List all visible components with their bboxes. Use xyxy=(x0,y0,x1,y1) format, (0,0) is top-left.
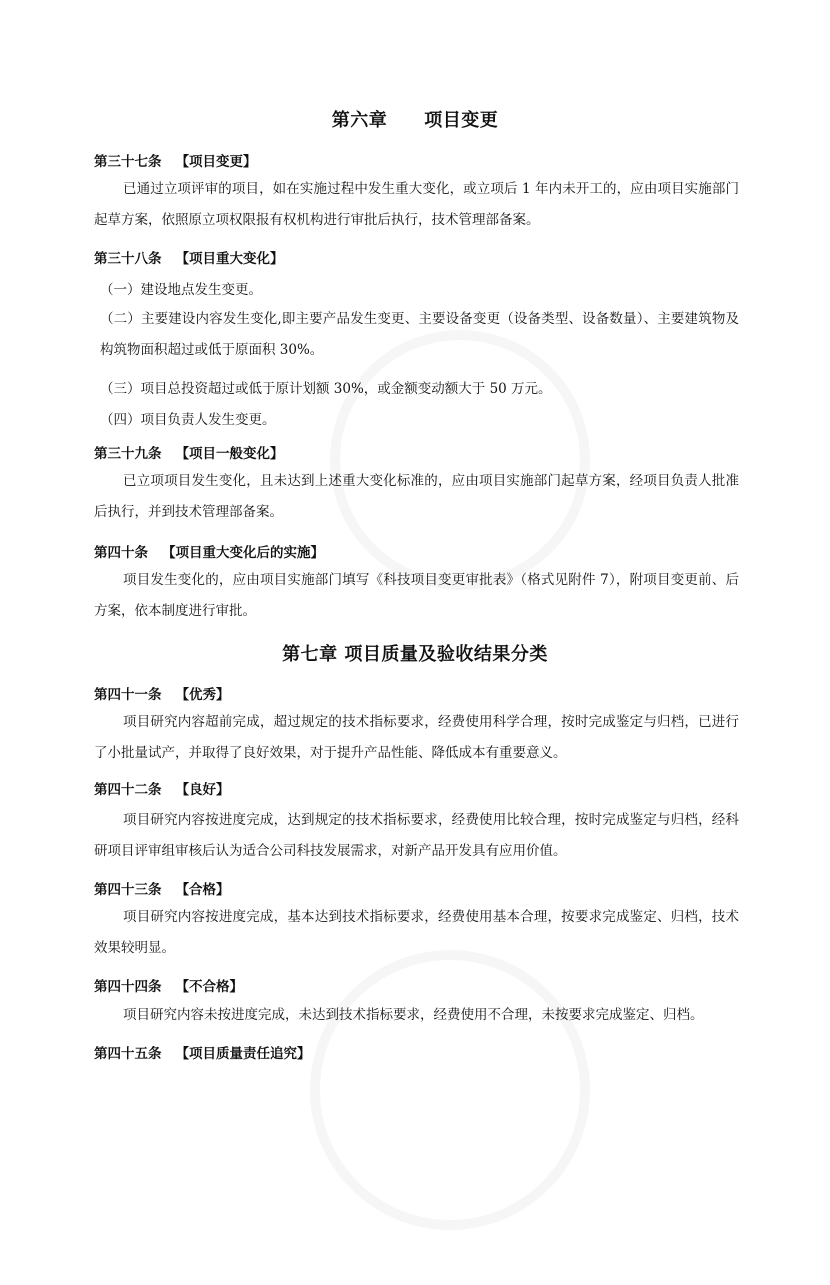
list-item: （二）主要建设内容发生变化,即主要产品发生变更、主要设备变更（设备类型、设备数量）、主要建筑物及构筑物面积超过或低于原面积 30%。 xyxy=(100,311,739,358)
article-heading xyxy=(94,1042,311,1062)
article-number: 第四十条 xyxy=(94,545,148,561)
article-number: 第三十七条 xyxy=(94,154,162,170)
article-title: 【优秀】 xyxy=(175,687,230,703)
article-number: 第三十八条 xyxy=(94,251,162,267)
chapter-title: 第七章 项目质量及验收结果分类 xyxy=(282,644,548,665)
article-heading xyxy=(94,778,230,798)
article-heading xyxy=(94,442,284,462)
article-number: 第四十三条 xyxy=(94,882,162,898)
article-body: 项目研究内容未按进度完成，未达到技术指标要求，经费使用不合理，未按要求完成鉴定、归档。 xyxy=(123,1007,704,1023)
article-body: 已通过立项评审的项目，如在实施过程中发生重大变化，或立项后 1 年内未开工的，应由项目实施部门起草方案，依照原立项权限报有权机构进行审批后执行，技术管理部备案。 xyxy=(94,181,739,228)
article-number: 第三十九条 xyxy=(94,446,162,462)
article-number: 第四十二条 xyxy=(94,782,162,798)
article-heading xyxy=(94,878,230,898)
article-body: 项目研究内容按进度完成，达到规定的技术指标要求，经费使用比较合理，按时完成鉴定与归档，经科研项目评审组审核后认为适合公司科技发展需求，对新产品开发具有应用价值。 xyxy=(94,812,739,859)
article-heading xyxy=(94,541,324,561)
article-title: 【良好】 xyxy=(175,782,230,798)
article-body: 项目研究内容超前完成，超过规定的技术指标要求，经费使用科学合理，按时完成鉴定与归档，已进行了小批量试产，并取得了良好效果，对于提升产品性能、降低成本有重要意义。 xyxy=(94,714,739,761)
article-heading xyxy=(94,683,230,703)
article-body: 项目研究内容按进度完成，基本达到技术指标要求，经费使用基本合理，按要求完成鉴定、归档，技术效果较明显。 xyxy=(94,909,739,956)
article-heading xyxy=(94,247,284,267)
article-title: 【项目质量责任追究】 xyxy=(175,1046,311,1062)
article-heading xyxy=(94,150,257,170)
article-body: 已立项项目发生变化，且未达到上述重大变化标准的，应由项目实施部门起草方案，经项目负责人批准后执行，并到技术管理部备案。 xyxy=(94,473,739,520)
article-number: 第四十一条 xyxy=(94,687,162,703)
article-title: 【合格】 xyxy=(175,882,230,898)
article-number: 第四十四条 xyxy=(94,979,162,995)
list-item: （四）项目负责人发生变更。 xyxy=(100,412,276,428)
article-body: 项目发生变化的，应由项目实施部门填写《科技项目变更审批表》（格式见附件 7），附项目变更前、后方案，依本制度进行审批。 xyxy=(94,572,739,619)
list-item: （一）建设地点发生变更。 xyxy=(100,282,262,298)
article-title: 【项目重大变化后的实施】 xyxy=(162,545,324,561)
article-number: 第四十五条 xyxy=(94,1046,162,1062)
article-heading xyxy=(94,975,243,995)
list-item: （三）项目总投资超过或低于原计划额 30%，或金额变动额大于 50 万元。 xyxy=(100,381,552,397)
article-title: 【项目重大变化】 xyxy=(175,251,284,267)
chapter-title: 第六章 项目变更 xyxy=(331,110,499,131)
article-title: 【项目一般变化】 xyxy=(175,446,284,462)
article-title: 【项目变更】 xyxy=(175,154,257,170)
article-title: 【不合格】 xyxy=(175,979,243,995)
